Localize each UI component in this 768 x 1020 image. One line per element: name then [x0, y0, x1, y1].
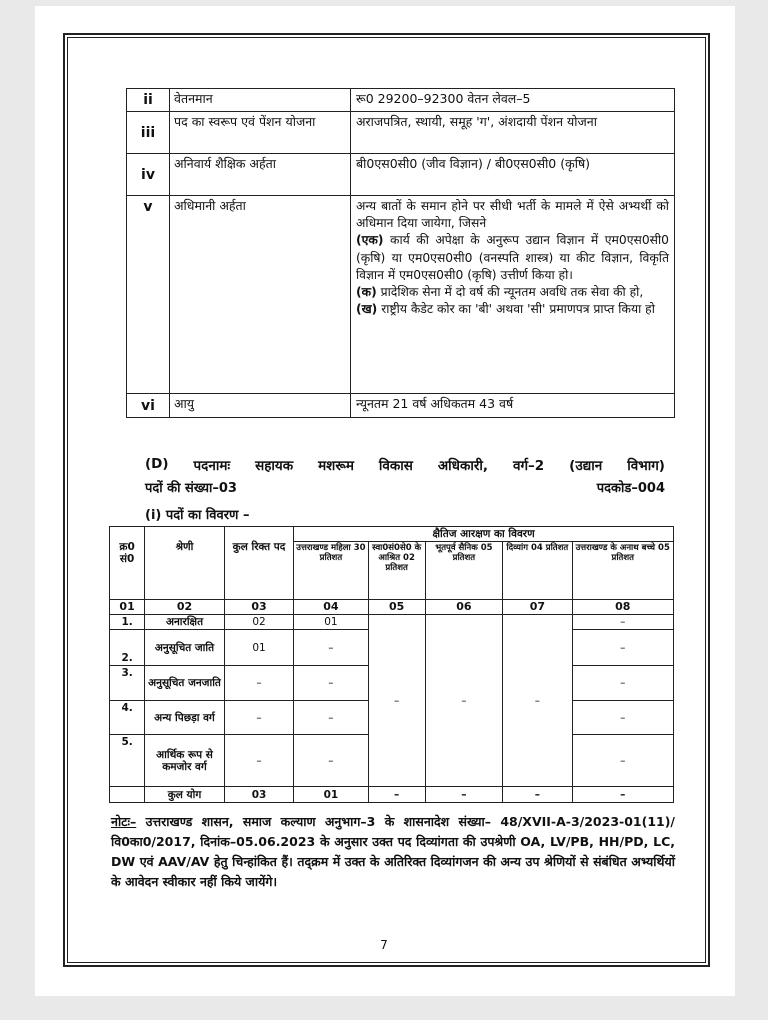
header-serial: क्र0 सं0	[110, 527, 145, 600]
clause-text: कार्य की अपेक्षा के अनुरूप उद्यान विज्ञान में एम0एस0सी0 (कृषि) या एम0एस0सी0 (वनस्पति शास्त्र) या कीट विज्ञान, विकृति विज्ञान में एम0एस0सी0 (कृषि) उत्तीर्ण किया हो।	[356, 233, 669, 282]
header-women: उत्तराखण्ड महिला 30 प्रतिशत	[294, 542, 369, 600]
orphans-quota: –	[572, 735, 673, 787]
category-name: अनारक्षित	[145, 615, 225, 630]
page-number: 7	[380, 938, 388, 952]
preferential-qualification	[351, 196, 675, 394]
row-label: आयु	[170, 394, 351, 418]
column-number: 01	[110, 600, 145, 615]
column-number: 08	[572, 600, 673, 615]
heading-word: अधिकारी,	[437, 458, 488, 474]
row-label: वेतनमान	[170, 89, 351, 112]
post-code: पदकोड–004	[596, 481, 665, 496]
section-marker: (D)	[145, 456, 169, 472]
serial-number: 1.	[110, 615, 145, 630]
heading-word: पदनामः	[193, 458, 231, 474]
header-orphans: उत्तराखण्ड के अनाथ बच्चे 05 प्रतिशत	[572, 542, 673, 600]
header-category: श्रेणी	[145, 527, 225, 600]
heading-word: विभाग)	[627, 458, 665, 474]
row-value: अराजपत्रित, स्थायी, समूह 'ग', अंशदायी पेंशन योजना	[351, 112, 675, 154]
row-value: न्यूनतम 21 वर्ष अधिकतम 43 वर्ष	[351, 394, 675, 418]
row-number: iv	[127, 154, 170, 196]
women-quota-total: 01	[294, 787, 369, 803]
row-value: बी0एस0सी0 (जीव विज्ञान) / बी0एस0सी0 (कृषि)	[351, 154, 675, 196]
table-row	[127, 196, 675, 394]
clause-tag: (एक)	[356, 233, 384, 248]
total-row	[110, 787, 674, 803]
post-details-subheading: (i) पदों का विवरण –	[145, 508, 250, 523]
total-vacancies: 01	[224, 630, 293, 666]
row-value: रू0 29200–92300 वेतन लेवल–5	[351, 89, 675, 112]
serial-number: 3.	[110, 666, 145, 701]
orphans-quota: –	[572, 701, 673, 735]
clause-tag: (क)	[356, 285, 377, 300]
table-row	[127, 89, 675, 112]
heading-word: (उद्यान	[569, 458, 603, 474]
qualifications-table	[126, 88, 675, 418]
column-number: 07	[503, 600, 572, 615]
total-label: कुल योग	[145, 787, 225, 803]
post-count: पदों की संख्या–03	[145, 481, 237, 496]
merged-cell: –	[503, 615, 572, 787]
row-label: पद का स्वरूप एवं पेंशन योजना	[170, 112, 351, 154]
serial-number: 4.	[110, 701, 145, 735]
row-number: v	[127, 196, 170, 394]
column-number: 04	[294, 600, 369, 615]
heading-word: मशरूम	[318, 458, 354, 474]
category-name: अनुसूचित जनजाति	[145, 666, 225, 701]
women-quota: –	[294, 630, 369, 666]
post-count-line	[145, 478, 665, 496]
header-horizontal-reservation: क्षैतिज आरक्षण का विवरण	[294, 527, 674, 542]
column-number: 06	[425, 600, 503, 615]
row-label: अधिमानी अर्हता	[170, 196, 351, 394]
header-ex-servicemen: भूतपूर्व सैनिक 05 प्रतिशत	[425, 542, 503, 600]
note-paragraph	[111, 812, 675, 892]
total-vacancies: 02	[224, 615, 293, 630]
total-vacancies: 03	[224, 787, 293, 803]
total-vacancies: –	[224, 666, 293, 701]
note-text: उत्तराखण्ड शासन, समाज कल्याण अनुभाग–3 के शासनादेश संख्या– 48/XVII-A-3/2023-01(11)/वि0का0/2017, दिनांक–05.06.2023 के अनुसार उक्त पद दिव्यांगता की उपश्रेणी OA, LV/PB, HH/PD, LC, DW एवं AAV/AV हेतु चिन्हांकित हैं। तद्क्रम में उक्त के अतिरिक्त दिव्यांगजन की अन्य उप श्रेणियों से संबंधित अभ्यर्थियों के आवेदन स्वीकार नहीं किये जायेंगे।	[111, 814, 675, 889]
orphans-quota: –	[572, 630, 673, 666]
women-quota: 01	[294, 615, 369, 630]
row-number: iii	[127, 112, 170, 154]
heading-word: वर्ग–2	[512, 458, 545, 474]
column-number: 03	[224, 600, 293, 615]
total-vacancies: –	[224, 735, 293, 787]
preference-intro: अन्य बातों के समान होने पर सीधी भर्ती के मामले में ऐसे अभ्यर्थी को अधिमान दिया जायेगा, जिसने	[356, 199, 669, 231]
category-name: अन्य पिछड़ा वर्ग	[145, 701, 225, 735]
table-row	[127, 154, 675, 196]
merged-cell: –	[425, 615, 503, 787]
serial-number: 2.	[110, 630, 145, 666]
table-row	[127, 112, 675, 154]
women-quota: –	[294, 701, 369, 735]
women-quota: –	[294, 666, 369, 701]
clause-tag: (ख)	[356, 302, 378, 317]
category-name: आर्थिक रूप से कमजोर वर्ग	[145, 735, 225, 787]
heading-word: विकास	[378, 458, 413, 474]
total-cell: –	[572, 787, 673, 803]
clause-text: राष्ट्रीय कैडेट कोर का 'बी' अथवा 'सी' प्रमाणपत्र प्राप्त किया हो	[381, 302, 655, 317]
clause-text: प्रादेशिक सेना में दो वर्ष की न्यूनतम अवधि तक सेवा की हो,	[380, 285, 644, 300]
merged-cell: –	[368, 615, 425, 787]
total-cell: –	[425, 787, 503, 803]
header-freedom-fighter-dependents: स्वा0सं0से0 के आश्रित 02 प्रतिशत	[368, 542, 425, 600]
category-name: अनुसूचित जाति	[145, 630, 225, 666]
total-vacancies: –	[224, 701, 293, 735]
column-number: 05	[368, 600, 425, 615]
column-number: 02	[145, 600, 225, 615]
orphans-quota: –	[572, 615, 673, 630]
women-quota: –	[294, 735, 369, 787]
heading-word: सहायक	[255, 458, 294, 474]
header-disabled: दिव्यांग 04 प्रतिशत	[503, 542, 572, 600]
orphans-quota: –	[572, 666, 673, 701]
total-cell: –	[503, 787, 572, 803]
reservation-table	[109, 526, 674, 803]
header-total-vacancies: कुल रिक्त पद	[224, 527, 293, 600]
row-number: vi	[127, 394, 170, 418]
section-d-heading	[145, 456, 665, 474]
note-label: नोटः–	[111, 814, 137, 829]
serial-number: 5.	[110, 735, 145, 787]
table-row	[127, 394, 675, 418]
total-cell: –	[368, 787, 425, 803]
column-number-row	[110, 600, 674, 615]
row-number: ii	[127, 89, 170, 112]
table-row	[110, 615, 674, 630]
row-label: अनिवार्य शैक्षिक अर्हता	[170, 154, 351, 196]
